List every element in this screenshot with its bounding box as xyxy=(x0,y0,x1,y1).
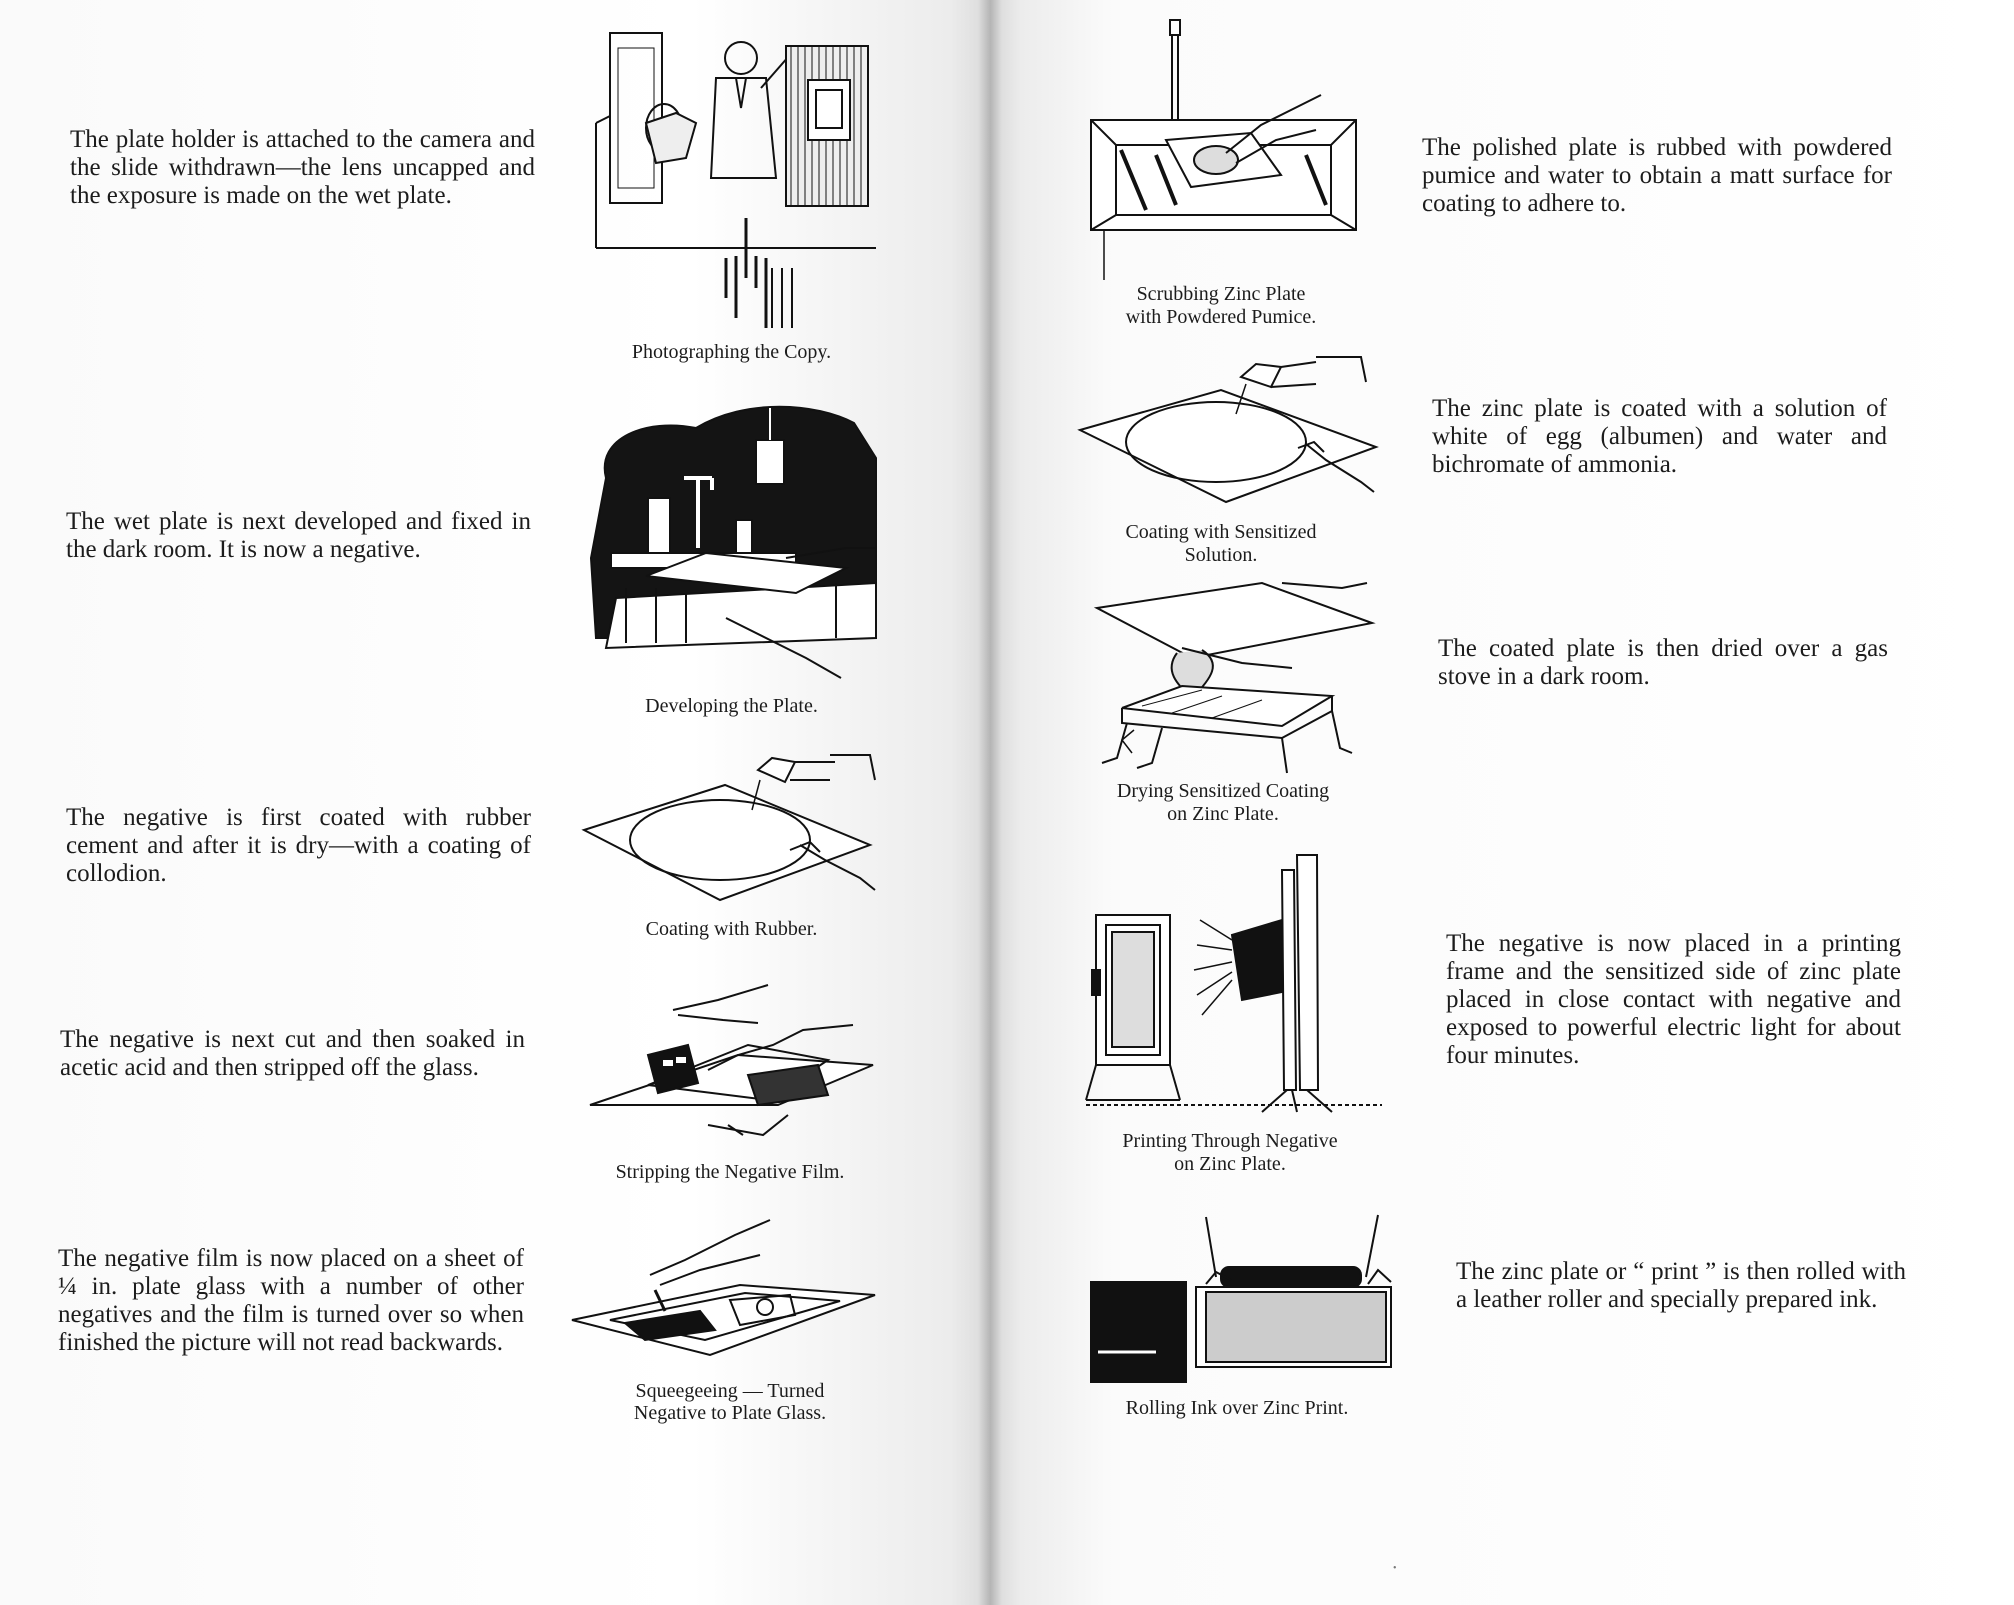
right-page xyxy=(990,0,2014,1605)
darkroom-developing-icon xyxy=(586,398,876,688)
step-7-caption-line-1: Coating with Sensitized xyxy=(1125,521,1317,543)
page-mark-dot: • xyxy=(1393,1563,1397,1574)
step-6-caption-line-2: with Powdered Pumice. xyxy=(1125,306,1317,328)
squeegee-icon xyxy=(570,1215,880,1380)
step-3-text: The negative is first coated with rubber cement and after it is dry—with a coating of collodion. xyxy=(66,804,531,887)
step-8-caption-line-1: Drying Sensitized Coating xyxy=(1116,780,1330,802)
step-1-text: The plate holder is attached to the camera and the slide withdrawn—the lens uncapped and the exposure is made on the wet plate. xyxy=(70,126,535,209)
coating-sensitized-icon xyxy=(1076,352,1376,512)
camera-photographing-icon xyxy=(586,28,876,336)
step-5-caption-line-1: Squeegeeing — Turned xyxy=(635,1380,825,1402)
step-10-caption: Rolling Ink over Zinc Print. xyxy=(1125,1397,1349,1419)
step-3-caption: Coating with Rubber. xyxy=(645,918,818,940)
printing-frame-icon xyxy=(1082,850,1382,1115)
step-6-text: The polished plate is rubbed with powdered pumice and water to obtain a matt surface for coating to adhere to. xyxy=(1422,134,1892,217)
step-9-text: The negative is now placed in a printing frame and the sensitized side of zinc plate placed in close contact with negative and exposed to powerful electric light for about four minutes. xyxy=(1446,930,1901,1069)
step-5-text: The negative film is now placed on a sheet of ¼ in. plate glass with a number of other negatives and the film is turned over so when finished the picture will not read backwards. xyxy=(58,1245,524,1356)
scrubbing-plate-icon xyxy=(1086,15,1366,280)
coating-rubber-icon xyxy=(580,750,880,910)
step-10-text: The zinc plate or “ print ” is then rolled with a leather roller and specially prepared ink. xyxy=(1456,1258,1906,1313)
step-2-text: The wet plate is next developed and fixed in the dark room. It is now a negative. xyxy=(66,508,531,563)
left-page xyxy=(0,0,990,1605)
book-gutter xyxy=(978,0,1002,1605)
step-9-caption-line-1: Printing Through Negative xyxy=(1122,1130,1338,1152)
step-4-caption: Stripping the Negative Film. xyxy=(615,1161,845,1183)
step-9-caption-line-2: on Zinc Plate. xyxy=(1174,1153,1286,1175)
step-7-caption-line-2: Solution. xyxy=(1184,544,1258,566)
step-7-text: The zinc plate is coated with a solution of white of egg (albumen) and water and bichromate of ammonia. xyxy=(1432,395,1887,478)
step-1-caption: Photographing the Copy. xyxy=(631,341,832,363)
step-6-caption-line-1: Scrubbing Zinc Plate xyxy=(1136,283,1306,305)
step-8-text: The coated plate is then dried over a gas stove in a dark room. xyxy=(1438,635,1888,690)
step-4-text: The negative is next cut and then soaked in acetic acid and then stripped off the glass. xyxy=(60,1026,525,1081)
step-5-caption-line-2: Negative to Plate Glass. xyxy=(633,1402,827,1424)
drying-stove-icon xyxy=(1082,578,1372,778)
step-8-caption-line-2: on Zinc Plate. xyxy=(1167,803,1279,825)
step-2-caption: Developing the Plate. xyxy=(645,695,818,717)
ink-roller-icon xyxy=(1086,1212,1396,1387)
stripping-film-icon xyxy=(588,975,878,1160)
